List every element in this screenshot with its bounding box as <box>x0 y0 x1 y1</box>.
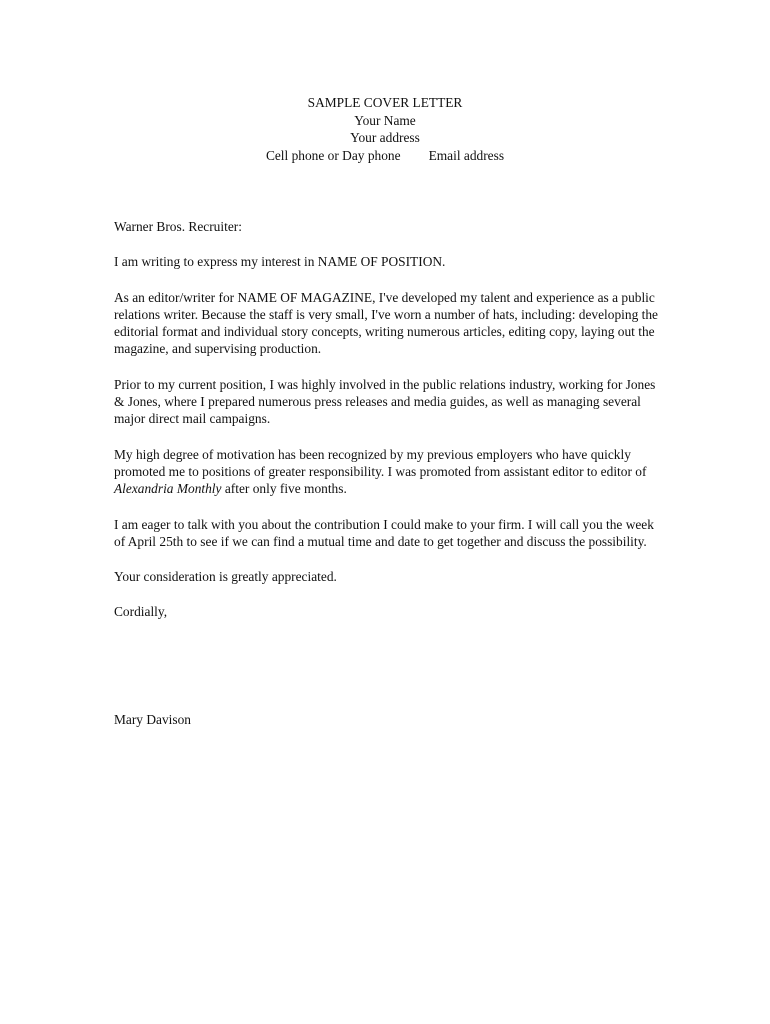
paragraph-motivation-text: My high degree of motivation has been recognized by my previous employers who have quickly promoted me to positions of greater responsibility. I was promoted from assistant editor to editor of <box>114 446 647 479</box>
paragraph-prior-position: Prior to my current position, I was highly involved in the public relations industry, working for Jones & Jones, where I prepared numerous press releases and media guides, as well as managing several major direct mail campaigns. <box>114 376 656 427</box>
signature-name: Mary Davison <box>114 712 191 727</box>
paragraph-intro: I am writing to express my interest in NAME OF POSITION. <box>114 254 446 270</box>
sender-address: Your address <box>350 130 420 145</box>
closing: Cordially, <box>114 604 168 620</box>
sender-phone: Cell phone or Day phone <box>265 147 401 163</box>
paragraph-experience: As an editor/writer for NAME OF MAGAZINE, I've developed my talent and experience as a public relations writer. Because the staff is very small, I've worn a number of hats, including: developing the editorial format and individual story concepts, writing numerous articles, editing copy, laying out the magazine, and supervising production. <box>114 289 658 357</box>
salutation: Warner Bros. Recruiter: <box>114 219 242 234</box>
paragraph-motivation-end: after only five months. <box>221 481 347 497</box>
letter-header <box>0 94 770 164</box>
sender-email: Email address <box>428 147 505 163</box>
letter-body <box>114 218 664 621</box>
letter-title: SAMPLE COVER LETTER <box>307 95 463 110</box>
sender-name: Your Name <box>354 112 416 128</box>
paragraph-motivation <box>114 446 664 498</box>
paragraph-thanks: Your consideration is greatly appreciated. <box>114 569 337 585</box>
paragraph-followup: I am eager to talk with you about the contribution I could make to your firm. I will call you the week of April 25th to see if we can find a mutual time and date to get together and discuss the possibility. <box>114 516 654 549</box>
magazine-title: Alexandria Monthly <box>114 481 222 497</box>
contact-row <box>0 147 770 165</box>
